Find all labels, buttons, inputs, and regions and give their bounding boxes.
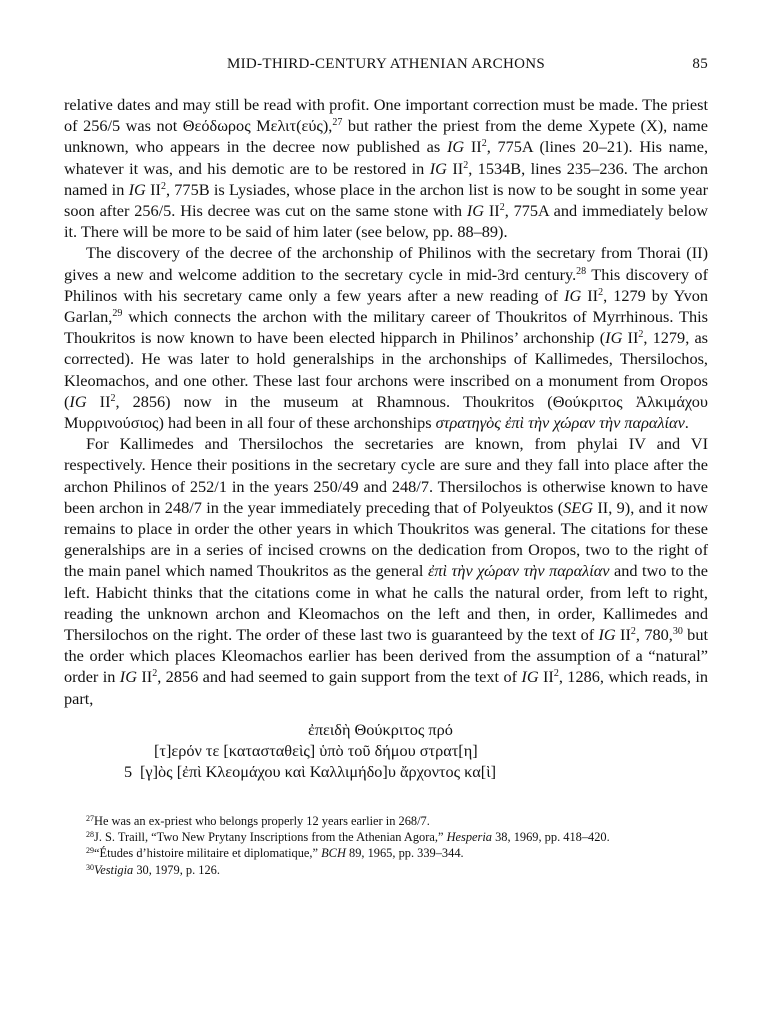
inscription-line: [τ]ερόν τε [κατασταθεὶς] ὑπὸ τοῦ δήμου στρατ[η] <box>154 741 478 761</box>
inscription-line: ἐπειδὴ Θούκριτος πρό <box>308 719 453 739</box>
inscription-line: 5 [γ]ὸς [ἐπὶ Κλεομάχου καὶ Καλλιμήδο]υ ἄρχοντος κα[ὶ] <box>124 762 497 782</box>
greek-phrase: ἐπὶ τὴν χώραν τὴν παραλίαν <box>427 561 610 581</box>
footnote-30: $^{30}$Vestigia 30, 1979, p. 126. <box>86 862 220 877</box>
footnote-ref-27[interactable]: 27 <box>332 117 343 129</box>
footnote-ref-29[interactable]: 29 <box>112 308 123 320</box>
line-number: 5 <box>124 762 133 782</box>
paragraph-2: The discovery of the decree of the archonship of Philinos with the secretary from Thorai (II) gives a new and welcome addition to the secretary cycle in mid-3rd century.$^{28}$ This discovery of Philinos with his secretary came only a few years after a new reading of IG $II^2$, 1279 by Yvon Garlan,$^{29}$ which connects the archon with the military career of Thoukritos of Myrrhinous. This Thoukritos is now known to have been elected hipparch in Philinos’ archonship (IG $II^2$, 1279, as corrected). He was later to hold generalships in the archonships of Kallimedes, Thersilochos, Kleomachos, and one other. These last four archons were inscribed on a monument from Oropos (IG $II^2$, 2856) now in the museum at Rhamnous. Thoukritos (Θούκριτος Ἀλκιμάχου Μυρρινούσιος) had been in all four of these archonships στρατηγὸς ἐπὶ τὴν χώραν τὴν παραλίαν. <box>64 243 709 433</box>
paragraph-3: For Kallimedes and Thersilochos the secretaries are known, from phylai IV and VI respectively. Hence their positions in the secretary cycle are sure and they fall into place after the archon Philinos of 252/1 in the years 250/49 and 248/7. Thersilochos is otherwise known to have been archon in 248/7 in the year immediately preceding that of Polyeuktos (SEG II, 9), and it now remains to place in order the other years in which Thoukritos was general. The citations for these generalships are in a series of incised crowns on the dedication from Oropos, two to the right of the main panel which named Thoukritos as the general ἐπὶ τὴν χώραν τὴν παραλίαν and two to the left. Habicht thinks that the citations come in what he calls the natural order, from left to right, reading the unknown archon and Kleomachos on the left and then, in order, Kallimedes and Thersilochos on the right. The order of these last two is guaranteed by the text of IG $II^2$, 780,30 but the order which places Kleomachos earlier has been derived from the assumption of a “natural” order in IG $II^2$, 2856 and had seemed to gain support from the text of IG $II^2$, 1286, which reads, in part, <box>64 434 708 708</box>
footnote-27: $^{27}$He was an ex-priest who belongs properly 12 years earlier in 268/7. <box>86 813 430 828</box>
footnote-29: $^{29}$“Études d’histoire militaire et diplomatique,” BCH 89, 1965, pp. 339–344. <box>86 846 464 861</box>
body-text <box>64 94 708 709</box>
footnote-ref-28[interactable]: 28 <box>576 265 587 277</box>
greek-phrase: στρατηγὸς ἐπὶ τὴν χώραν τὴν παραλίαν <box>435 413 685 433</box>
footnote-ref-30[interactable]: 30 <box>672 626 683 638</box>
footnote-28: $^{28}$J. S. Traill, “Two New Prytany Inscriptions from the Athenian Agora,” Hesperia 38, 1969, pp. 418–420. <box>86 829 610 844</box>
footnotes <box>64 813 708 879</box>
paragraph-1: relative dates and may still be read with profit. One important correction must be made. The priest of 256/5 was not Θεόδωρος Μελιτ(εύς),$^{27}$ but rather the priest from the deme Xypete (X), name unknown, who appears in the decree now published as IG $II^2$, 775A (lines 20–21). His name, whatever it was, and his demotic are to be restored in IG $II^2$, 1534B, lines 235–236. The archon named in IG $II^2$, 775B is Lysiades, whose place in the archon list is now to be sought in some year soon after 256/5. His decree was cut on the same stone with IG $II^2$, 775A and immediately below it. There will be more to be said of him later (see below, pp. 88–89). <box>64 95 709 242</box>
page-number: 85 <box>692 56 708 72</box>
page <box>64 56 708 878</box>
inscription-quote <box>64 719 708 783</box>
running-title: MID-THIRD-CENTURY ATHENIAN ARCHONS <box>227 56 545 72</box>
running-header <box>64 56 708 78</box>
